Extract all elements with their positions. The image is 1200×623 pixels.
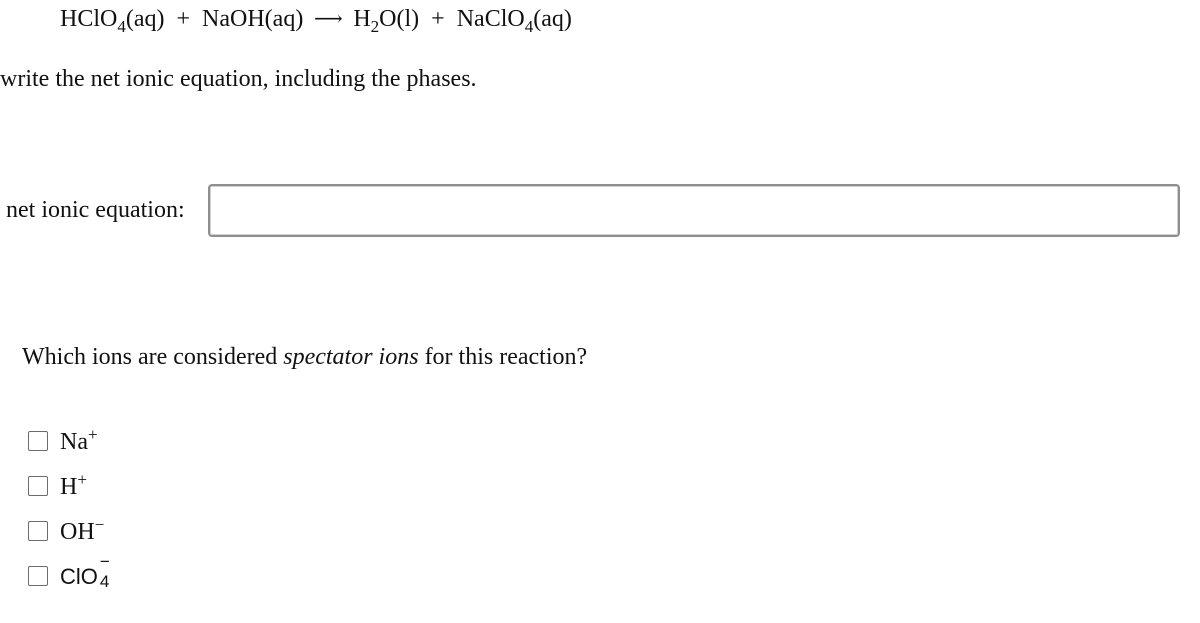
ion-charge: − bbox=[94, 515, 105, 534]
option-label-oh-minus bbox=[60, 515, 104, 546]
chemical-equation bbox=[60, 6, 572, 37]
net-ionic-label: net ionic equation: bbox=[6, 197, 185, 223]
product-naclo4-phase: (aq) bbox=[533, 6, 572, 32]
ion-base: H bbox=[60, 474, 78, 500]
option-label-na-plus bbox=[60, 425, 98, 456]
ion-charge: − bbox=[99, 551, 110, 571]
product-water-h: H bbox=[353, 6, 371, 32]
option-clo4-minus[interactable] bbox=[28, 553, 110, 598]
instruction-text: write the net ionic equation, including the phases. bbox=[0, 66, 477, 92]
option-label-clo4-minus bbox=[60, 551, 110, 591]
question-emphasis: spectator ions bbox=[283, 344, 419, 370]
product-naclo4-formula: NaClO bbox=[456, 6, 525, 32]
ion-base: ClO bbox=[60, 563, 98, 589]
checkbox-na-plus[interactable] bbox=[28, 431, 48, 451]
option-oh-minus[interactable] bbox=[28, 508, 110, 553]
ion-charge: + bbox=[77, 470, 87, 489]
product-water-subscript: 2 bbox=[370, 17, 380, 36]
question-text-after: for this reaction? bbox=[418, 344, 588, 370]
product-naclo4 bbox=[457, 6, 572, 37]
reactant-hclo4 bbox=[60, 6, 164, 37]
reactant-hclo4-subscript: 4 bbox=[117, 17, 126, 36]
reactant-hclo4-formula: HClO bbox=[60, 6, 118, 32]
reactant-naoh: NaOH(aq) bbox=[202, 6, 304, 32]
plus-sign: + bbox=[431, 6, 445, 32]
ion-base: Na bbox=[60, 429, 88, 455]
ion-subscript: 4 bbox=[99, 571, 110, 591]
net-ionic-equation-input[interactable] bbox=[208, 184, 1180, 237]
plus-sign: + bbox=[176, 6, 191, 32]
ion-base: OH bbox=[60, 519, 95, 545]
option-h-plus[interactable] bbox=[28, 463, 110, 508]
checkbox-h-plus[interactable] bbox=[28, 476, 48, 496]
option-label-h-plus bbox=[60, 470, 87, 501]
spectator-ions-question bbox=[22, 344, 587, 371]
product-naclo4-subscript: 4 bbox=[524, 17, 534, 36]
product-water-rest: O(l) bbox=[379, 6, 420, 32]
checkbox-oh-minus[interactable] bbox=[28, 521, 48, 541]
ion-charge-and-subscript bbox=[98, 551, 110, 591]
ion-options-list bbox=[28, 418, 110, 598]
reactant-hclo4-phase: (aq) bbox=[125, 6, 165, 32]
reaction-arrow-icon: ⟶ bbox=[313, 8, 343, 30]
ion-charge: + bbox=[87, 425, 98, 444]
option-na-plus[interactable] bbox=[28, 418, 110, 463]
product-water bbox=[353, 6, 419, 37]
question-text-before: Which ions are considered bbox=[22, 344, 284, 370]
checkbox-clo4-minus[interactable] bbox=[28, 566, 48, 586]
